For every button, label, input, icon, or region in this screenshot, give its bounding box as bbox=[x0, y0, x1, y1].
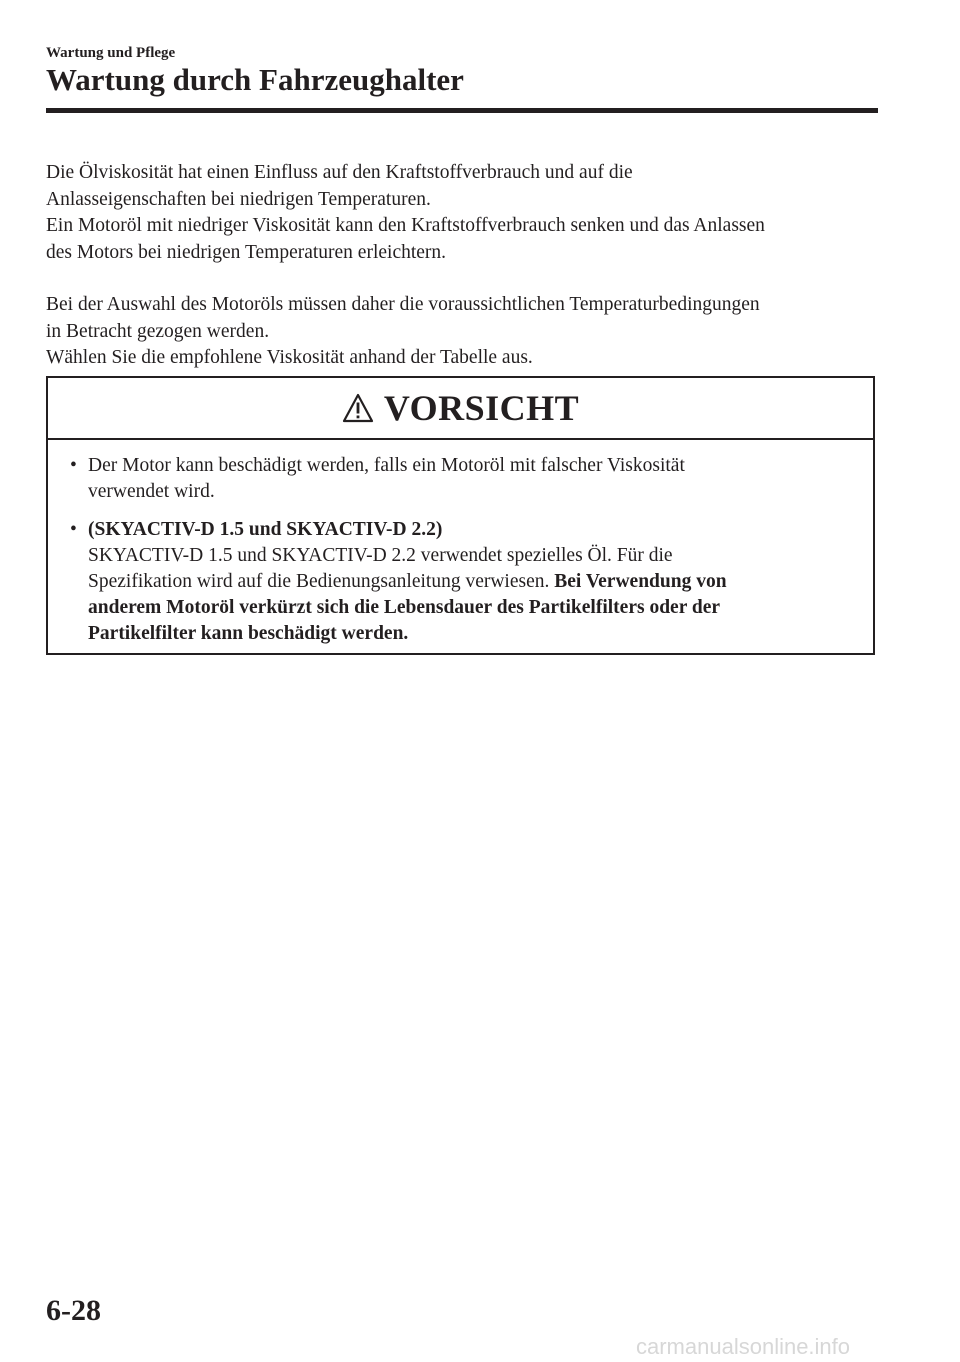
text-line: in Betracht gezogen werden. bbox=[46, 320, 270, 342]
title-rule bbox=[46, 108, 878, 113]
text-line-bold: Bei Verwendung von bbox=[554, 571, 727, 592]
caution-list bbox=[48, 440, 873, 647]
text-line: Bei der Auswahl des Motoröls müssen daher die voraussichtlichen Temperaturbedingungen bbox=[46, 294, 760, 315]
text-line: Spezifikation wird auf die Bedienungsanleitung verwiesen. bbox=[88, 571, 550, 592]
page-number: 6-28 bbox=[46, 1294, 101, 1327]
section-label: Wartung und Pflege bbox=[46, 45, 176, 61]
list-item bbox=[68, 453, 853, 505]
body-text bbox=[46, 160, 886, 372]
text-line: Ein Motoröl mit niedriger Viskosität kann den Kraftstoffverbrauch senken und das Anlassen bbox=[46, 215, 765, 236]
text-line: SKYACTIV-D 1.5 und SKYACTIV-D 2.2 verwendet spezielles Öl. Für die bbox=[88, 545, 673, 566]
text-line-bold: anderem Motoröl verkürzt sich die Lebensdauer des Partikelfilters oder der bbox=[88, 597, 721, 618]
warning-triangle-icon bbox=[342, 393, 374, 423]
list-item bbox=[68, 517, 853, 647]
text-line: Anlasseigenschaften bei niedrigen Temperaturen. bbox=[46, 188, 431, 210]
caution-title: VORSICHT bbox=[383, 388, 580, 428]
caution-box bbox=[46, 376, 875, 655]
paragraph-viscosity-effect bbox=[46, 160, 886, 266]
text-line: Die Ölviskosität hat einen Einfluss auf den Kraftstoffverbrauch und auf die bbox=[46, 162, 633, 183]
text-line: des Motors bei niedrigen Temperaturen erleichtern. bbox=[46, 241, 447, 263]
bullet-glyph: • bbox=[70, 455, 77, 476]
text-line-bold: Partikelfilter kann beschädigt werden. bbox=[88, 623, 409, 644]
text-line: verwendet wird. bbox=[88, 481, 215, 502]
page-title: Wartung durch Fahrzeughalter bbox=[46, 62, 464, 97]
caution-header bbox=[48, 378, 873, 440]
watermark: carmanualsonline.info bbox=[636, 1334, 851, 1359]
text-line: Wählen Sie die empfohlene Viskosität anhand der Tabelle aus. bbox=[46, 347, 533, 368]
paragraph-oil-selection bbox=[46, 292, 886, 372]
bullet-glyph: • bbox=[70, 519, 77, 540]
text-line: Der Motor kann beschädigt werden, falls ein Motoröl mit falscher Viskosität bbox=[88, 455, 685, 476]
item-heading: (SKYACTIV-D 1.5 und SKYACTIV-D 2.2) bbox=[88, 519, 443, 540]
